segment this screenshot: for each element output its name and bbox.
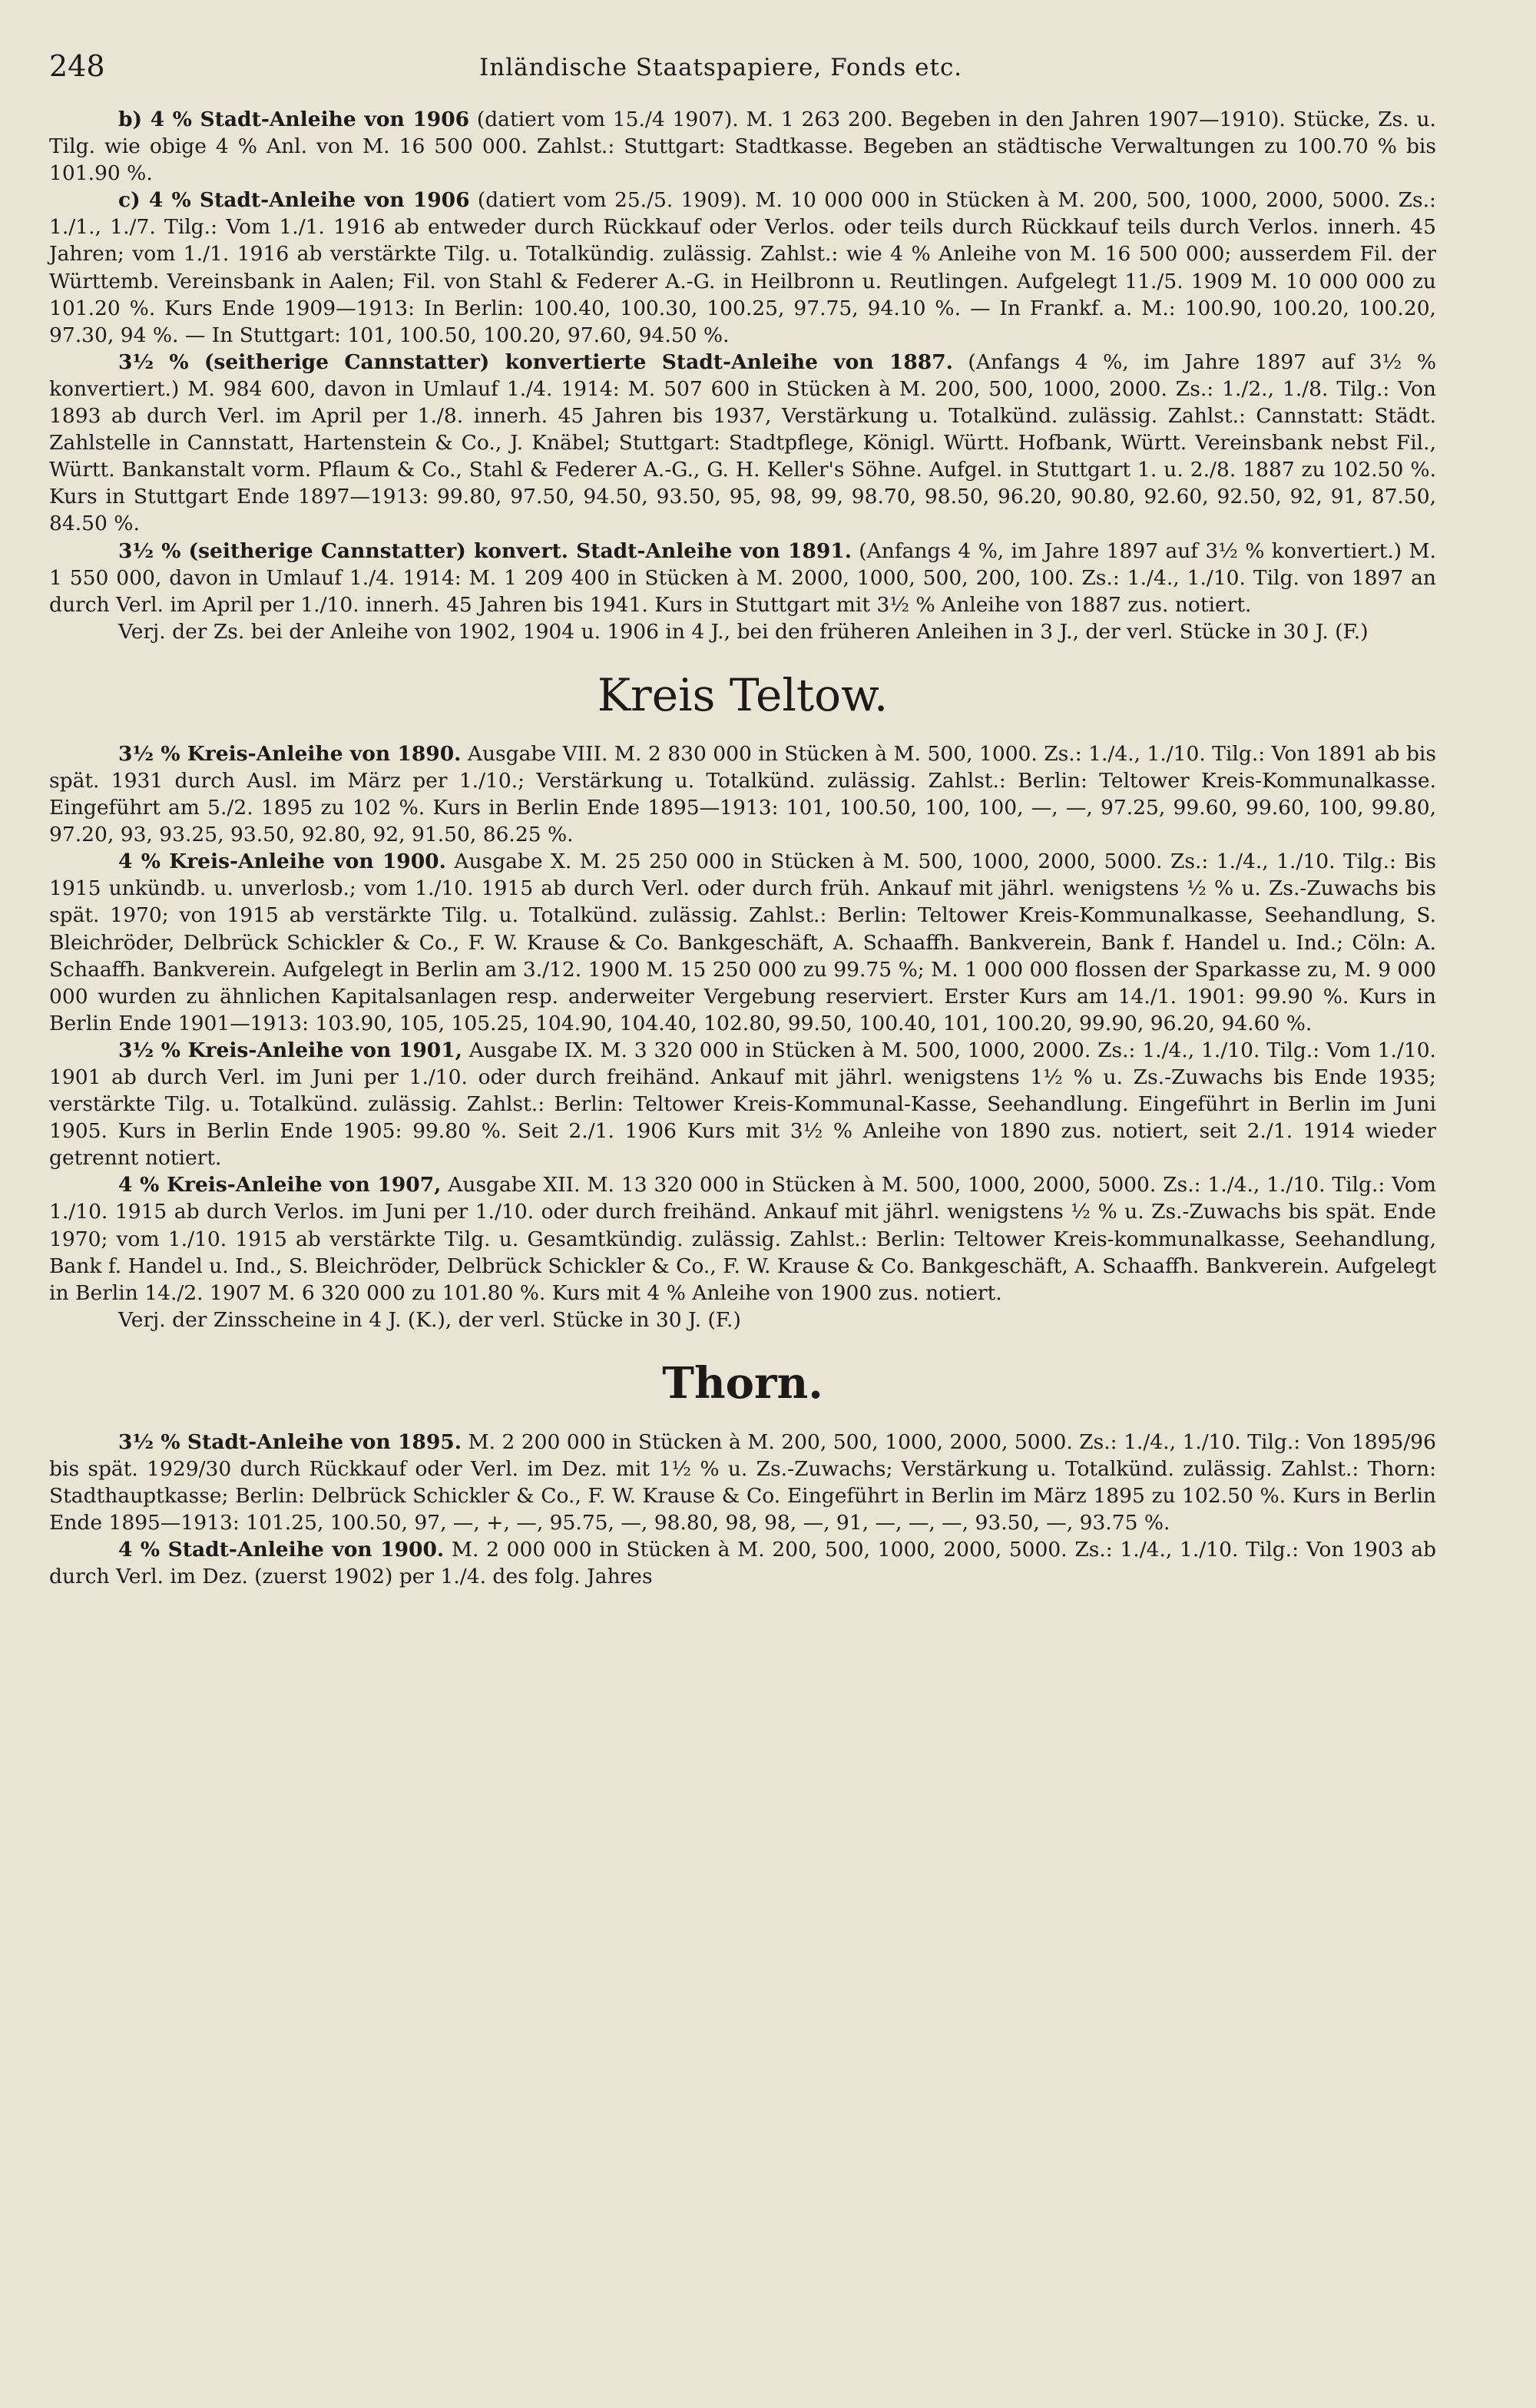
paragraph-lead: 3½ % (seitherige Cannstatter) konvertierte Stadt-Anleihe von 1887. [118, 349, 953, 374]
paragraph-text: Ausgabe XII. M. 13 320 000 in Stücken à M. 500, 1000, 2000, 5000. Zs.: 1./4., 1./10. Tilg.: Vom 1./10. 1915 ab durch Verlos. im Juni per 1./10. oder durch freihänd. Ankauf mit jährl. wenigstens ½ % u. Zs.-Zuwachs bis spät. Ende 1970; vom 1./10. 1915 ab verstärkte Tilg. u. Gesamtkündig. zulässig. Zahlst.: Berlin: Teltower Kreis-kommunalkasse, Seehandlung, Bank f. Handel u. Ind., S. Bleichröder, Delbrück Schickler & Co., F. W. Krause & Co. Bankgeschäft, A. Schaaffh. Bankverein. Aufgelegt in Berlin 14./2. 1907 M. 6 320 000 zu 101.80 %. Kurs mit 4 % Anleihe von 1900 zus. notiert. [49, 1173, 1436, 1305]
paragraph-stadt-anleihe-1906-c [49, 187, 1436, 349]
paragraph-lead: c) 4 % Stadt-Anleihe von 1906 [118, 188, 470, 213]
paragraph-thorn-1900 [49, 1536, 1436, 1590]
paragraph-text: Ausgabe VIII. M. 2 830 000 in Stücken à M. 500, 1000. Zs.: 1./4., 1./10. Tilg.: Von 1891 ab bis spät. 1931 durch Ausl. im März per 1./10.; Verstärkung u. Totalkünd. zulässig. Zahlst.: Berlin: Teltower Kreis-Kommunalkasse. Eingeführt am 5./2. 1895 zu 102 %. Kurs in Berlin Ende 1895—1913: 101, 100.50, 100, 100, —, —, 97.25, 99.60, 99.60, 100, 99.80, 97.20, 93, 93.25, 93.50, 92.80, 92, 91.50, 86.25 %. [49, 741, 1436, 847]
paragraph-text: Verj. der Zs. bei der Anleihe von 1902, 1904 u. 1906 in 4 J., bei den früheren Anleihen in 3 J., der verl. Stücke in 30 J. (F.) [118, 619, 1369, 644]
running-title: Inländische Staatspapiere, Fonds etc. [479, 54, 963, 81]
running-head [49, 49, 1432, 95]
paragraph-text: M. 2 200 000 in Stücken à M. 200, 500, 1000, 2000, 5000. Zs.: 1./4., 1./10. Tilg.: Von 1895/96 bis spät. 1929/30 durch Rückkauf oder Verl. im Dez. mit 1½ % u. Zs.-Zuwachs; Verstärkung u. Totalkünd. zulässig. Zahlst.: Thorn: Stadthauptkasse; Berlin: Delbrück Schickler & Co., F. W. Krause & Co. Eingeführt in Berlin im März 1895 zu 102.50 %. Kurs in Berlin Ende 1895—1913: 101.25, 100.50, 97, —, +, —, 95.75, —, 98.80, 98, 98, —, 91, —, —, —, 93.50, —, 93.75 %. [49, 1429, 1437, 1535]
paragraph-lead: 4 % Kreis-Anleihe von 1900. [118, 850, 446, 874]
paragraph-teltow-1900 [49, 848, 1436, 1037]
paragraph-verjaehrung-stuttgart [49, 618, 1436, 645]
paragraph-lead: b) 4 % Stadt-Anleihe von 1906 [118, 108, 470, 131]
paragraph-text: Ausgabe X. M. 25 250 000 in Stücken à M. 500, 1000, 2000, 5000. Zs.: 1./4., 1./10. Tilg.: Bis 1915 unkündb. u. unverlosb.; vom 1./10. 1915 ab durch Verl. oder durch früh. Ankauf mit jährl. wenigstens ½ % u. Zs.-Zuwachs bis spät. 1970; von 1915 ab verstärkte Tilg. u. Totalkünd. zulässig. Zahlst.: Berlin: Teltower Kreis-Kommunalkasse, Seehandlung, S. Bleichröder, Delbrück Schickler & Co., F. W. Krause & Co. Bankgeschäft, A. Schaaffh. Bankverein, Bank f. Handel u. Ind.; Cöln: A. Schaaffh. Bankverein. Aufgelegt in Berlin am 3./12. 1900 M. 15 250 000 zu 99.75 %; M. 1 000 000 flossen der Sparkasse zu, M. 9 000 000 wurden zu ähnlichen Kapitalsanlagen resp. anderweiter Vergebung reserviert. Erster Kurs am 14./1. 1901: 99.90 %. Kurs in Berlin Ende 1901—1913: 103.90, 105, 105.25, 104.90, 104.40, 102.80, 99.50, 100.40, 101, 100.20, 99.90, 96.20, 94.60 %. [49, 850, 1436, 1035]
paragraph-cannstatter-1887 [49, 349, 1436, 538]
paragraph-teltow-1890 [49, 740, 1436, 848]
paragraph-text: Verj. der Zinsscheine in 4 J. (K.), der verl. Stücke in 30 J. (F.) [118, 1307, 741, 1332]
paragraph-text: (datiert vom 15./4 1907). M. 1 263 200. Begeben in den Jahren 1907—1910). Stücke, Zs. u. Tilg. wie obige 4 % Anl. von M. 16 500 000. Zahlst.: Stuttgart: Stadtkasse. Begeben an städtische Verwaltungen zu 100.70 % bis 101.90 %. [49, 108, 1436, 186]
section-heading-kreis-teltow: Kreis Teltow. [597, 668, 889, 721]
paragraph-verjaehrung-teltow [49, 1307, 1436, 1333]
paragraph-text: M. 2 000 000 in Stücken à M. 200, 500, 1000, 2000, 5000. Zs.: 1./4., 1./10. Tilg.: Von 1903 ab durch Verl. im Dez. (zuerst 1902) per 1./4. des folg. Jahres [49, 1538, 1436, 1589]
paragraph-text: (Anfangs 4 %, im Jahre 1897 auf 3½ % konvertiert.) M. 1 550 000, davon in Umlauf 1./4. 1914: M. 1 209 400 in Stücken à M. 2000, 1000, 500, 200, 100. Zs.: 1./4., 1./10. Tilg. von 1897 an durch Verl. im April per 1./10. innerh. 45 Jahren bis 1941. Kurs in Stuttgart mit 3½ % Anleihe von 1887 zus. notiert. [49, 538, 1436, 617]
paragraph-lead: 3½ % Stadt-Anleihe von 1895. [118, 1429, 462, 1454]
paragraph-cannstatter-1891 [49, 538, 1436, 618]
paragraph-teltow-1907 [49, 1171, 1436, 1306]
page-content [49, 106, 1436, 1591]
paragraph-teltow-1901 [49, 1037, 1436, 1171]
paragraph-text: (Anfangs 4 %, im Jahre 1897 auf 3½ % konvertiert.) M. 984 600, davon in Umlauf 1./4. 1914: M. 507 600 in Stücken à M. 200, 500, 1000, 2000. Zs.: 1./2., 1./8. Tilg.: Von 1893 ab durch Verl. im April per 1./8. innerh. 45 Jahren bis 1937, Verstärkung u. Totalkünd. zulässig. Zahlst.: Cannstatt: Städt. Zahlstelle in Cannstatt, Hartenstein & Co., J. Knäbel; Stuttgart: Stadtpflege, Königl. Württ. Hofbank, Württ. Vereinsbank nebst Fil., Württ. Bankanstalt vorm. Pflaum & Co., Stahl & Federer A.-G., G. H. Keller's Söhne. Aufgel. in Stuttgart 1. u. 2./8. 1887 zu 102.50 %. Kurs in Stuttgart Ende 1897—1913: 99.80, 97.50, 94.50, 93.50, 95, 98, 99, 98.70, 98.50, 96.20, 90.80, 92.60, 92.50, 92, 91, 87.50, 84.50 %. [49, 349, 1436, 536]
paragraph-lead: 3½ % Kreis-Anleihe von 1901, [118, 1038, 462, 1062]
paragraph-lead: 3½ % (seitherige Cannstatter) konvert. Stadt-Anleihe von 1891. [118, 538, 852, 563]
paragraph-thorn-1895 [49, 1429, 1436, 1536]
paragraph-text: (datiert vom 25./5. 1909). M. 10 000 000 in Stücken à M. 200, 500, 1000, 2000, 5000. Zs.: 1./1., 1./7. Tilg.: Vom 1./1. 1916 ab entweder durch Rückkauf oder Verlos. oder teils durch Rückkauf teils durch Verlos. innerh. 45 Jahren; vom 1./1. 1916 ab verstärkte Tilg. u. Totalkündig. zulässig. Zahlst.: wie 4 % Anleihe von M. 16 500 000; ausserdem Fil. der Württemb. Vereinsbank in Aalen; Fil. von Stahl & Federer A.-G. in Heilbronn u. Reutlingen. Aufgelegt 11./5. 1909 M. 10 000 000 zu 101.20 %. Kurs Ende 1909—1913: In Berlin: 100.40, 100.30, 100.25, 97.75, 94.10 %. — In Frankf. a. M.: 100.90, 100.20, 100.20, 97.30, 94 %. — In Stuttgart: 101, 100.50, 100.20, 97.60, 94.50 %. [49, 188, 1436, 347]
paragraph-stadt-anleihe-1906-b [49, 106, 1436, 187]
paragraph-lead: 4 % Stadt-Anleihe von 1900. [118, 1538, 445, 1562]
paragraph-text: Ausgabe IX. M. 3 320 000 in Stücken à M. 500, 1000, 2000. Zs.: 1./4., 1./10. Tilg.: Vom 1./10. 1901 ab durch Verl. im Juni per 1./10. oder durch freihänd. Ankauf mit jährl. wenigstens 1½ % u. Zs.-Zuwachs bis Ende 1935; verstärkte Tilg. u. Totalkünd. zulässig. Zahlst.: Berlin: Teltower Kreis-Kommunal-Kasse, Seehandlung. Eingeführt in Berlin im Juni 1905. Kurs in Berlin Ende 1905: 99.80 %. Seit 2./1. 1906 Kurs mit 3½ % Anleihe von 1890 zus. notiert, seit 2./1. 1914 wieder getrennt notiert. [49, 1038, 1436, 1171]
section-heading-thorn: Thorn. [662, 1357, 823, 1409]
paragraph-lead: 3½ % Kreis-Anleihe von 1890. [118, 741, 462, 766]
page-number: 248 [49, 49, 105, 83]
paragraph-lead: 4 % Kreis-Anleihe von 1907, [118, 1173, 442, 1197]
